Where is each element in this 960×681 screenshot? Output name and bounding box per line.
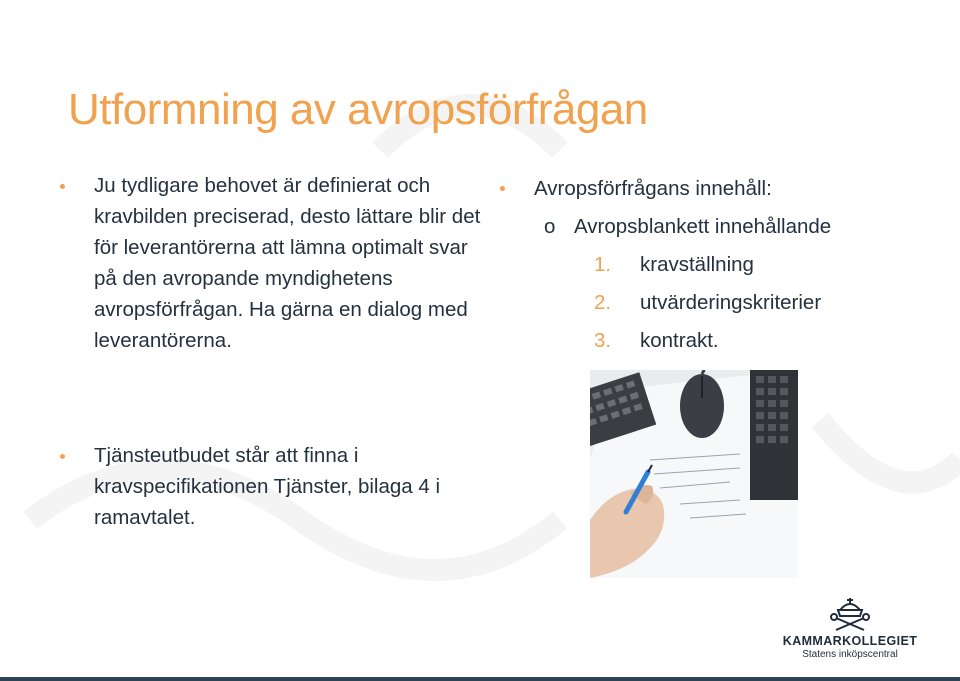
bullet-text: Ju tydligare behovet är definierat och kravbilden preciserad, desto lättare blir det för leverantörerna att lämna optimalt svar på den avropande myndighetens avropsförfrågan. Ha gärna en dialog med leverantörerna. <box>94 174 481 352</box>
numbered-item <box>500 322 940 360</box>
numbered-item-text: kravställning <box>640 253 754 276</box>
bullet-text: Tjänsteutbudet står att finna i kravspecifikationen Tjänster, bilaga 4 i ramavtalet. <box>94 444 441 529</box>
sub-bullet-item <box>500 208 940 246</box>
sub-bullet-text: Avropsblankett innehållande <box>574 215 832 238</box>
bullet-item <box>60 170 490 356</box>
numbered-item <box>500 284 940 322</box>
logo-name: KAMMARKOLLEGIET <box>782 634 918 648</box>
left-bullet-list <box>60 170 490 356</box>
kammarkollegiet-logo <box>780 596 920 662</box>
numbered-item <box>500 246 940 284</box>
logo-subtitle: Statens inköpscentral <box>802 649 898 660</box>
bullet-dot-icon <box>60 184 65 189</box>
bottom-border-line <box>0 677 960 681</box>
desk-photo-illustration <box>590 370 798 578</box>
left-bullet-list-2 <box>60 440 490 533</box>
numbered-item-number: 1. <box>594 253 612 276</box>
numbered-item-text: kontrakt. <box>640 329 719 352</box>
page-title: Utformning av avropsförfrågan <box>68 85 648 135</box>
crown-keys-icon <box>828 596 872 632</box>
numbered-item-number: 3. <box>594 329 612 352</box>
desk-photo <box>590 370 798 578</box>
bullet-item <box>60 440 490 533</box>
bullet-dot-icon <box>500 186 505 191</box>
right-bullet-list <box>500 170 940 360</box>
bullet-item <box>500 170 940 208</box>
numbered-item-number: 2. <box>594 291 612 314</box>
numbered-item-text: utvärderingskriterier <box>640 291 822 314</box>
bullet-dot-icon <box>60 454 65 459</box>
sub-bullet-marker: o <box>544 215 556 238</box>
right-heading: Avropsförfrågans innehåll: <box>534 177 772 200</box>
